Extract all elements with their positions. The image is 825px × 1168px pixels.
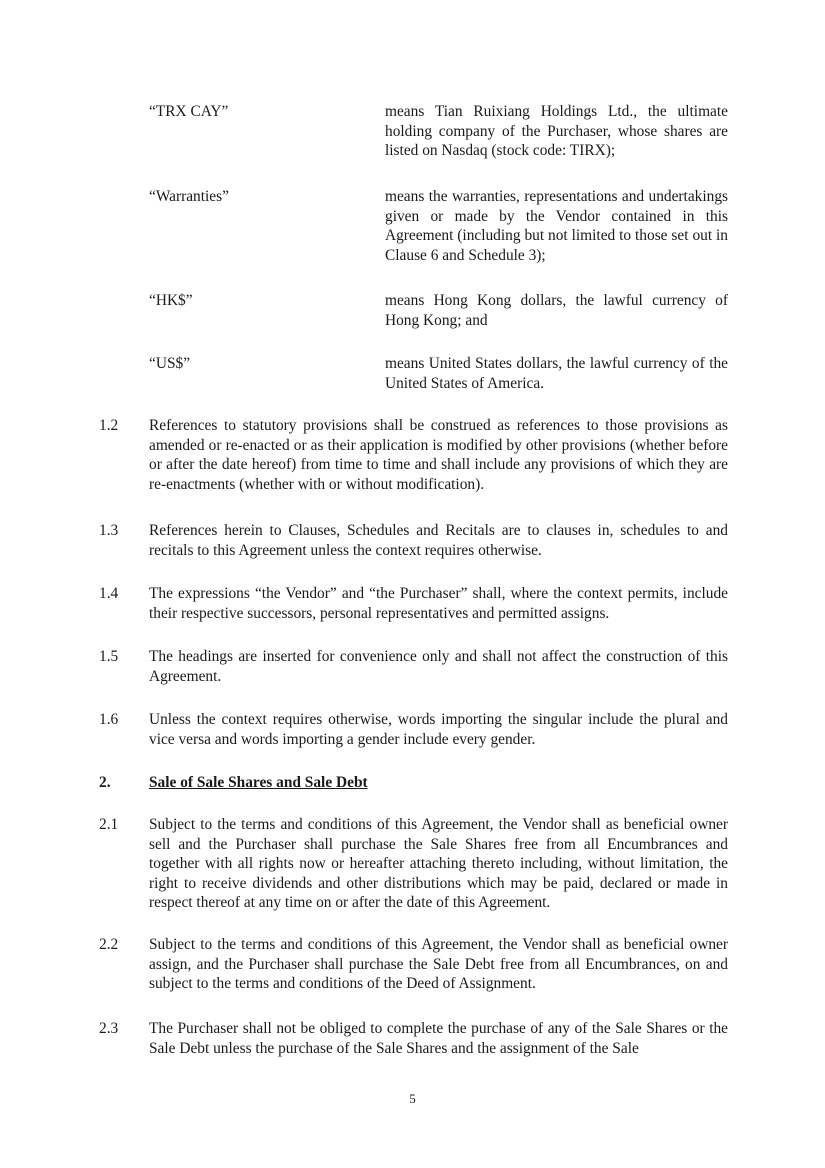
clause-number-2-2: 2.2 xyxy=(99,936,119,953)
definition-term-usd: “US$” xyxy=(149,355,191,372)
clause-text-1-4: The expressions “the Vendor” and “the Purchaser” shall, where the context permits, include their respective successors, personal representatives and permitted assigns. xyxy=(149,585,728,622)
definition-term-hkd: “HK$” xyxy=(149,292,193,309)
definition-meaning-hkd: means Hong Kong dollars, the lawful currency of Hong Kong; and xyxy=(385,292,728,329)
definition-meaning-trx-cay: means Tian Ruixiang Holdings Ltd., the ultimate holding company of the Purchaser, whose shares are listed on Nasdaq (stock code: TIRX); xyxy=(385,103,728,160)
clause-number-2-1: 2.1 xyxy=(99,816,119,833)
clause-text-1-3: References herein to Clauses, Schedules and Recitals are to clauses in, schedules to and recitals to this Agreement unless the context requires otherwise. xyxy=(149,522,728,559)
clause-number-1-6: 1.6 xyxy=(99,711,119,728)
definition-term-trx-cay: “TRX CAY” xyxy=(149,103,229,120)
clause-text-1-2: References to statutory provisions shall be construed as references to those provisions as amended or re-enacted or as their application is modified by other provisions (whether before or after the date hereof) from time to time and shall include any provisions of which they are re-enactments (whether with or without modification). xyxy=(149,417,728,493)
clause-number-1-5: 1.5 xyxy=(99,648,119,665)
clause-number-2-3: 2.3 xyxy=(99,1020,119,1037)
clause-text-2-2: Subject to the terms and conditions of this Agreement, the Vendor shall as beneficial owner assign, and the Purchaser shall purchase the Sale Debt free from all Encumbrances, on and subject to the terms and conditions of the Deed of Assignment. xyxy=(149,936,728,993)
clause-number-1-4: 1.4 xyxy=(99,585,119,602)
clause-text-2-3: The Purchaser shall not be obliged to complete the purchase of any of the Sale Shares or the Sale Debt unless the purchase of the Sale Shares and the assignment of the Sale xyxy=(149,1020,728,1057)
clause-number-1-3: 1.3 xyxy=(99,522,119,539)
page-number: 5 xyxy=(409,1091,416,1106)
clause-text-2-1: Subject to the terms and conditions of this Agreement, the Vendor shall as beneficial owner sell and the Purchaser shall purchase the Sale Shares free from all Encumbrances and together with all rights now or hereafter attaching thereto including, without limitation, the right to receive dividends and other distributions which may be paid, declared or made in respect thereof at any time on or after the date of this Agreement. xyxy=(149,816,728,912)
definition-meaning-warranties: means the warranties, representations and undertakings given or made by the Vendor contained in this Agreement (including but not limited to those set out in Clause 6 and Schedule 3); xyxy=(385,188,728,264)
section-number-2: 2. xyxy=(99,774,111,791)
clause-text-1-6: Unless the context requires otherwise, words importing the singular include the plural and vice versa and words importing a gender include every gender. xyxy=(149,711,728,748)
section-title-2: Sale of Sale Shares and Sale Debt xyxy=(149,774,368,791)
definition-meaning-usd: means United States dollars, the lawful currency of the United States of America. xyxy=(385,355,728,392)
definition-term-warranties: “Warranties” xyxy=(149,188,229,205)
clause-number-1-2: 1.2 xyxy=(99,417,119,434)
clause-text-1-5: The headings are inserted for convenience only and shall not affect the construction of this Agreement. xyxy=(149,648,728,685)
